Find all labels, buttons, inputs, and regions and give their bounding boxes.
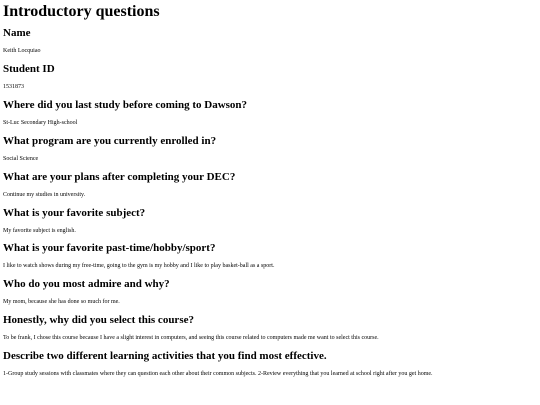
question-heading-student-id: Student ID [3, 63, 55, 75]
answer-hobby: I like to watch shows during my free-time, going to the gym is my hobby and I like to play basket-ball as a sport. [3, 263, 275, 269]
answer-student-id: 1531873 [3, 84, 24, 90]
answer-favorite-subject: My favorite subject is english. [3, 228, 76, 234]
question-heading-plans: What are your plans after completing your DEC? [3, 171, 236, 183]
question-heading-course-choice: Honestly, why did you select this course? [3, 314, 194, 326]
answer-name: Keith Locquiao [3, 48, 41, 54]
question-heading-hobby: What is your favorite past-time/hobby/sport? [3, 242, 216, 254]
question-heading-last-study: Where did you last study before coming to Dawson? [3, 99, 248, 111]
question-heading-learning-activities: Describe two different learning activities that you find most effective. [3, 350, 327, 362]
answer-course-choice: To be frank, I chose this course because I have a slight interest in computers, and seeing this course related to computers made me want to select this course. [3, 335, 379, 341]
question-heading-admire: Who do you most admire and why? [3, 278, 170, 290]
answer-learning-activities: 1-Group study sessions with classmates where they can question each other about their common subjects. 2-Review everything that you learned at school right after you get home. [3, 371, 433, 377]
question-heading-program: What program are you currently enrolled in? [3, 135, 217, 147]
question-heading-name: Name [3, 27, 31, 39]
answer-last-study: St-Luc Secondary High-school [3, 120, 78, 126]
answer-plans: Continue my studies in university. [3, 192, 86, 198]
answer-admire: My mom, because she has done so much for me. [3, 299, 120, 305]
page-title: Introductory questions [3, 3, 160, 20]
question-heading-favorite-subject: What is your favorite subject? [3, 207, 146, 219]
answer-program: Social Science [3, 156, 39, 162]
